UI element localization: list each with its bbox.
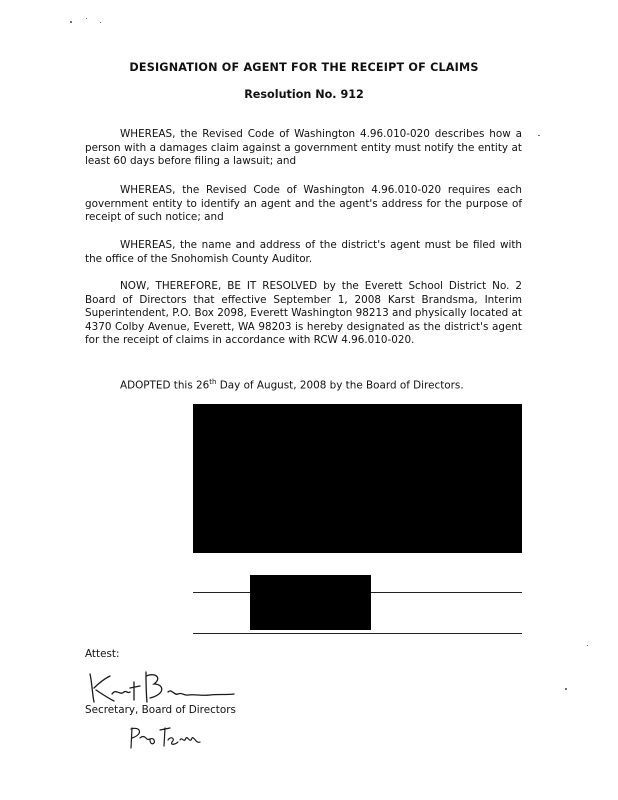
redaction-block: [193, 404, 522, 553]
whereas-paragraph-3: WHEREAS, the name and address of the district's agent must be filed with the office of the Snohomish County Auditor.: [85, 239, 522, 265]
attest-label: Attest:: [85, 648, 120, 660]
scan-speck: [100, 22, 101, 23]
secretary-label: Secretary, Board of Directors: [85, 704, 236, 716]
resolved-paragraph: NOW, THEREFORE, BE IT RESOLVED by the Everett School District No. 2 Board of Directors that effective September 1, 2008 Karst Brandsma, Interim Superintendent, P.O. Box 2098, Everett Washington 98213 and physically located at 4370 Colby Avenue, Everett, WA 98203 is hereby designated as the district's agent for the receipt of claims in accordance with RCW 4.96.010-020.: [85, 280, 522, 347]
whereas-paragraph-1: WHEREAS, the Revised Code of Washington 4.96.010-020 describes how a person with a damages claim against a government entity must notify the entity at least 60 days before filing a lawsuit; and: [85, 128, 522, 168]
adopted-text-start: ADOPTED this 26: [120, 379, 210, 392]
scan-speck: [565, 688, 567, 690]
adopted-text-end: Day of August, 2008 by the Board of Directors.: [216, 379, 464, 392]
redaction-block-small: [250, 575, 371, 630]
handwritten-signature: [84, 668, 244, 708]
adopted-statement: [120, 376, 464, 393]
resolution-number: Resolution No. 912: [244, 88, 364, 101]
signature-line: [193, 633, 522, 634]
document-title: DESIGNATION OF AGENT FOR THE RECEIPT OF CLAIMS: [129, 61, 479, 74]
scan-speck: [538, 135, 540, 136]
whereas-paragraph-2: WHEREAS, the Revised Code of Washington 4.96.010-020 requires each government entity to identify an agent and the agent's address for the purpose of receipt of such notice; and: [85, 184, 522, 224]
scan-speck: [70, 21, 72, 23]
scan-speck: [587, 645, 588, 646]
scan-speck: [86, 18, 87, 19]
adopted-ordinal-suffix: th: [209, 378, 217, 386]
handwritten-protem: [126, 724, 206, 752]
